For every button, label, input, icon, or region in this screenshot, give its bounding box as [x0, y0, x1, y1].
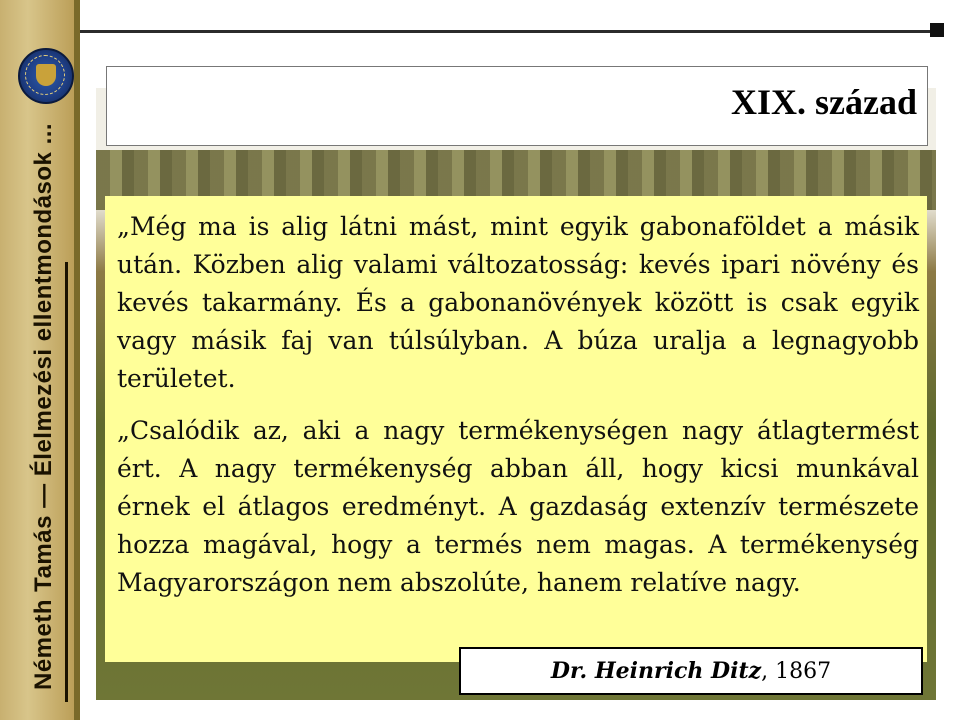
quote-paragraph-1: „Még ma is alig látni mást, mint egyik gabonaföldet a másik után. Közben alig valami változatosság: kevés ipari növény és kevés takarmány. És a gabonanövények között is csak egyik vagy másik faj van túlsúlyban. A búza uralja a legnagyobb területet.: [117, 212, 919, 393]
seal-shield: [36, 64, 56, 86]
side-divider: [65, 262, 68, 702]
title-box: [106, 66, 928, 146]
page-title: XIX. század: [731, 82, 917, 122]
vertical-slide-title: Németh Tamás — Élelmezési ellentmondások ...: [30, 122, 57, 690]
attribution-year: , 1867: [761, 659, 832, 684]
top-rule: [80, 30, 930, 33]
quote-box: [105, 196, 927, 662]
side-band-edge: [74, 0, 80, 720]
attribution: [461, 658, 921, 684]
author-name: Dr. Heinrich Ditz: [550, 658, 762, 684]
top-rule-square: [930, 23, 944, 37]
attribution-box: [459, 647, 923, 695]
quote-text: [117, 208, 919, 616]
quote-paragraph-2: „Csalódik az, aki a nagy termékenységen nagy átlagtermést ért. A nagy termékenység abban áll, hogy kicsi munkával érnek el átlagos eredményt. A gazdaság extenzív természete hozza magával, hogy a termés nem magas. A termékenység Magyarországon nem abszolúte, hanem relatíve nagy.: [117, 416, 919, 597]
university-seal-icon: [18, 48, 74, 104]
